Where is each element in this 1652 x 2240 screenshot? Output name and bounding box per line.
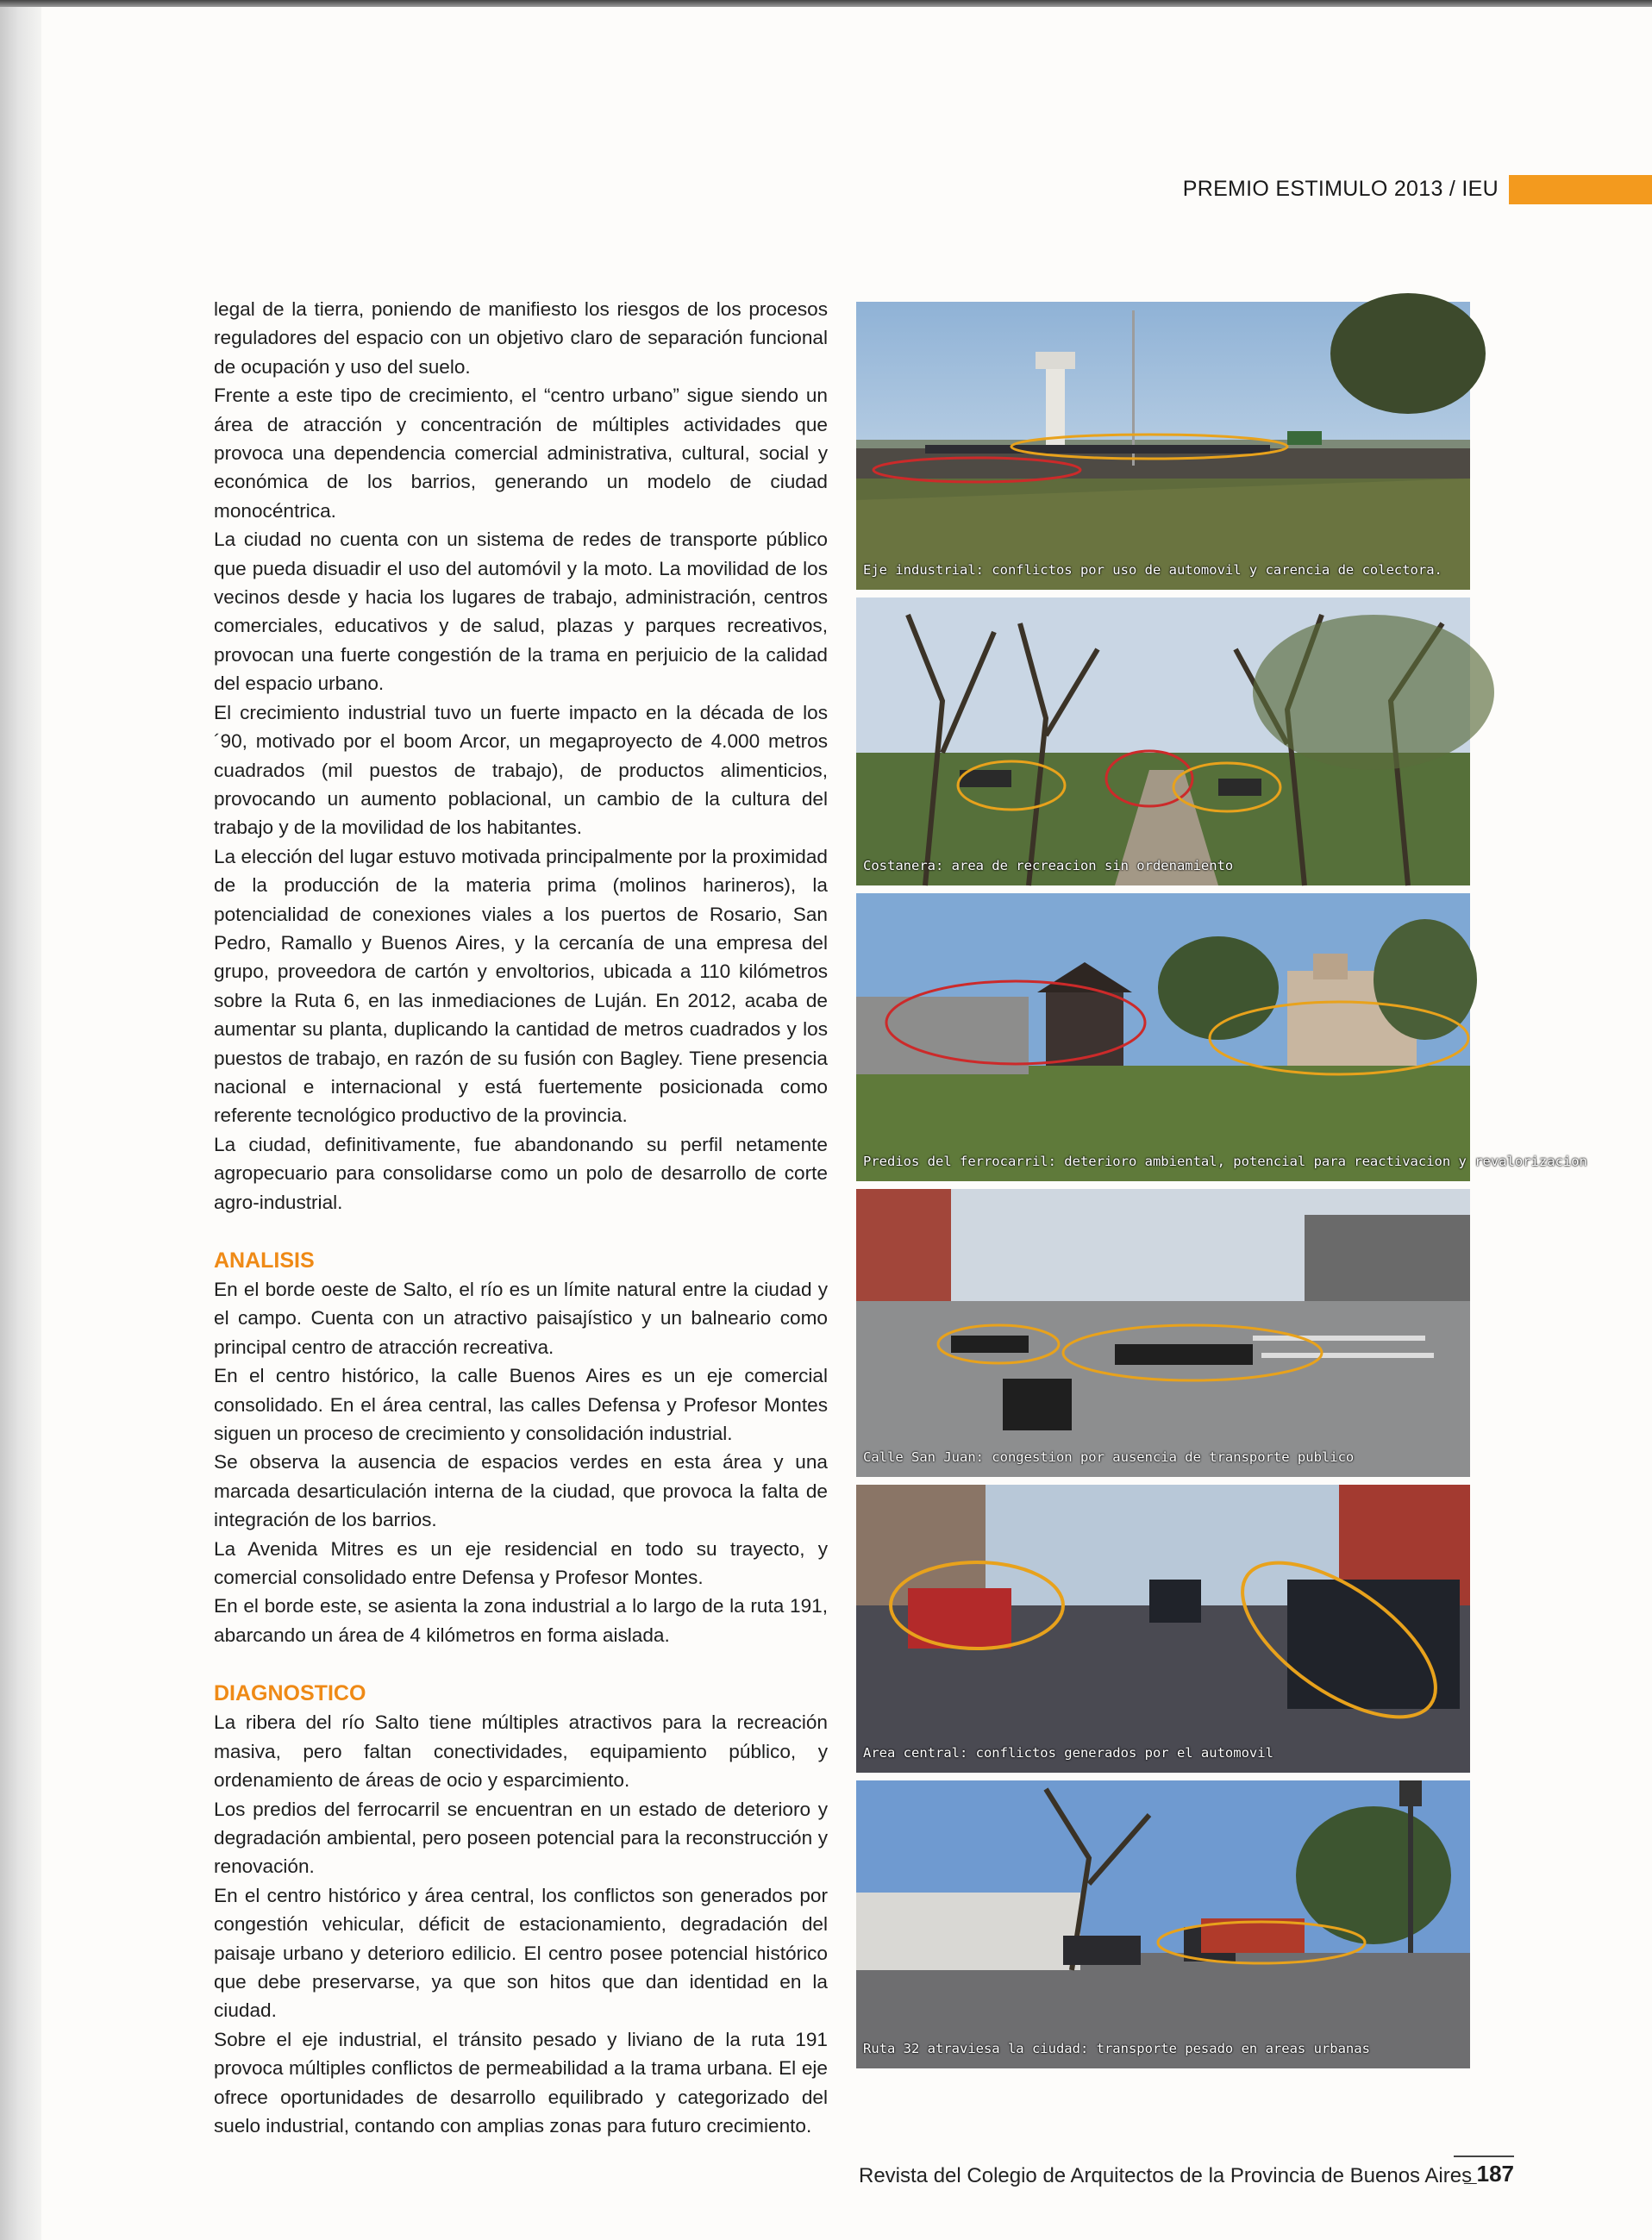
paragraph: legal de la tierra, poniendo de manifiesto los riesgos de los procesos reguladores del espacio con un objetivo claro de separación funcional de ocupación y uso del suelo. <box>214 298 828 378</box>
paragraph: El crecimiento industrial tuvo un fuerte impacto en la década de los ´90, motivado por el boom Arcor, un megaproyecto de 4.000 metros cuadrados (mil puestos de trabajo), de productos alimenticios, provocando un aumento poblacional, un cambio de la cultura del trabajo y de la movilidad de los habitantes. <box>214 701 828 839</box>
section-heading-analisis: ANALISIS <box>214 1248 315 1273</box>
paragraph: La ribera del río Salto tiene múltiples atractivos para la recreación masiva, pero faltan conectividades, equipamiento público, y ordenamiento de áreas de ocio y esparcimiento. <box>214 1711 828 1792</box>
page-spine-shadow <box>0 0 41 2240</box>
paragraph: En el borde oeste de Salto, el río es un límite natural entre la ciudad y el campo. Cuenta con un atractivo paisajístico y un balneario como principal centro de atracción recreativa. <box>214 1279 828 1358</box>
photo-eje-industrial <box>856 302 1470 590</box>
photo-caption: Predios del ferrocarril: deterioro ambiental, potencial para reactivacion y revalorizacion <box>863 1154 1587 1169</box>
paragraph: En el centro histórico, la calle Buenos Aires es un eje comercial consolidado. En el área central, las calles Defensa y Profesor Montes siguen un proceso de crecimiento y consolidación industrial. <box>214 1365 828 1445</box>
page-number: _187 <box>1464 2161 1514 2187</box>
magazine-name: Revista del Colegio de Arquitectos de la Provincia de Buenos Aires <box>859 2164 1473 2187</box>
photo-caption: Ruta 32 atraviesa la ciudad: transporte pesado en areas urbanas <box>863 2041 1370 2056</box>
paragraph: La ciudad, definitivamente, fue abandonando su perfil netamente agropecuario para consolidarse como un polo de desarrollo de corte agro-industrial. <box>214 1133 828 1213</box>
photo-calle-san-juan-image <box>856 1189 1470 1477</box>
paragraph: Sobre el eje industrial, el tránsito pesado y liviano de la ruta 191 provoca múltiples conflictos de permeabilidad a la trama urbana. El eje ofrece oportunidades de desarrollo equilibrado y categorizado del suelo industrial, contando con amplias zonas para futuro crecimiento. <box>214 2028 828 2137</box>
paragraph: La ciudad no cuenta con un sistema de redes de transporte público que pueda disuadir el uso del automóvil y la moto. La movilidad de los vecinos desde y hacia los lugares de trabajo, administración, centros comerciales, educativos y de salud, plazas y parques recreativos, provocan una fuerte congestión de la trama en perjuicio de la calidad del espacio urbano. <box>214 529 828 695</box>
photo-costanera <box>856 598 1470 885</box>
photo-caption: Calle San Juan: congestion por ausencia de transporte publico <box>863 1449 1355 1465</box>
paragraph: Frente a este tipo de crecimiento, el “centro urbano” sigue siendo un área de atracción y concentración de múltiples actividades que provoca una dependencia comercial administrativa, cultural, social y económica de los barrios, generando un modelo de ciudad monocéntrica. <box>214 385 828 522</box>
paragraph: Los predios del ferrocarril se encuentran en un estado de deterioro y degradación ambiental, pero poseen potencial para la reconstrucción y renovación. <box>214 1798 828 1878</box>
photo-calle-san-juan <box>856 1189 1470 1477</box>
photo-caption: Area central: conflictos generados por el automovil <box>863 1745 1273 1761</box>
article-text-column <box>214 295 828 2140</box>
section-heading-diagnostico: DIAGNOSTICO <box>214 1681 366 1706</box>
page-header <box>1182 175 1652 206</box>
photo-predios-ferrocarril-image <box>856 893 1470 1181</box>
photo-predios-ferrocarril <box>856 893 1587 1181</box>
header-label: PREMIO ESTIMULO 2013 / IEU <box>1182 177 1499 201</box>
photo-caption: Costanera: area de recreacion sin ordenamiento <box>863 858 1234 873</box>
paragraph: Se observa la ausencia de espacios verdes en esta área y una marcada desarticulación interna de la ciudad, que provoca la falta de integración de los barrios. <box>214 1451 828 1531</box>
paragraph: La Avenida Mitres es un eje residencial en todo su trayecto, y comercial consolidado entre Defensa y Profesor Montes. <box>214 1537 828 1589</box>
photo-ruta-32-image <box>856 1780 1470 2068</box>
photo-caption: Eje industrial: conflictos por uso de automovil y carencia de colectora. <box>863 562 1442 578</box>
paragraph: En el borde este, se asienta la zona industrial a lo largo de la ruta 191, abarcando un área de 4 kilómetros en forma aislada. <box>214 1595 828 1646</box>
photo-eje-industrial-image <box>856 302 1470 590</box>
photo-costanera-image <box>856 598 1470 885</box>
photo-area-central <box>856 1485 1470 1773</box>
header-accent-bar <box>1509 175 1652 204</box>
top-scan-edge <box>0 0 1652 7</box>
photo-column <box>856 302 1587 2076</box>
paragraph: La elección del lugar estuvo motivada principalmente por la proximidad de la producción de la materia prima (molinos harineros), la potencialidad de conexiones viales a los puertos de Rosario, San Pedro, Ramallo y Buenos Aires, y la cercanía de una empresa del grupo, proveedora de cartón y envoltorios, ubicada a 110 kilómetros sobre la Ruta 6, en las inmediaciones de Luján. En 2012, acaba de aumentar su planta, duplicando la cantidad de metros cuadrados y los puestos de trabajo, en razón de su fusión con Bagley. Tiene presencia nacional e internacional y está fuertemente posicionada como referente tecnológico productivo de la provincia. <box>214 845 828 1127</box>
photo-area-central-image <box>856 1485 1470 1773</box>
paragraph: En el centro histórico y área central, los conflictos son generados por congestión vehicular, déficit de estacionamiento, degradación del paisaje urbano y deterioro edilicio. El centro posee potencial histórico que debe preservarse, ya que son hitos que dan identidad en la ciudad. <box>214 1884 828 2022</box>
photo-ruta-32 <box>856 1780 1470 2068</box>
footer-rule <box>1454 2156 1514 2157</box>
page-footer <box>859 2161 1514 2195</box>
